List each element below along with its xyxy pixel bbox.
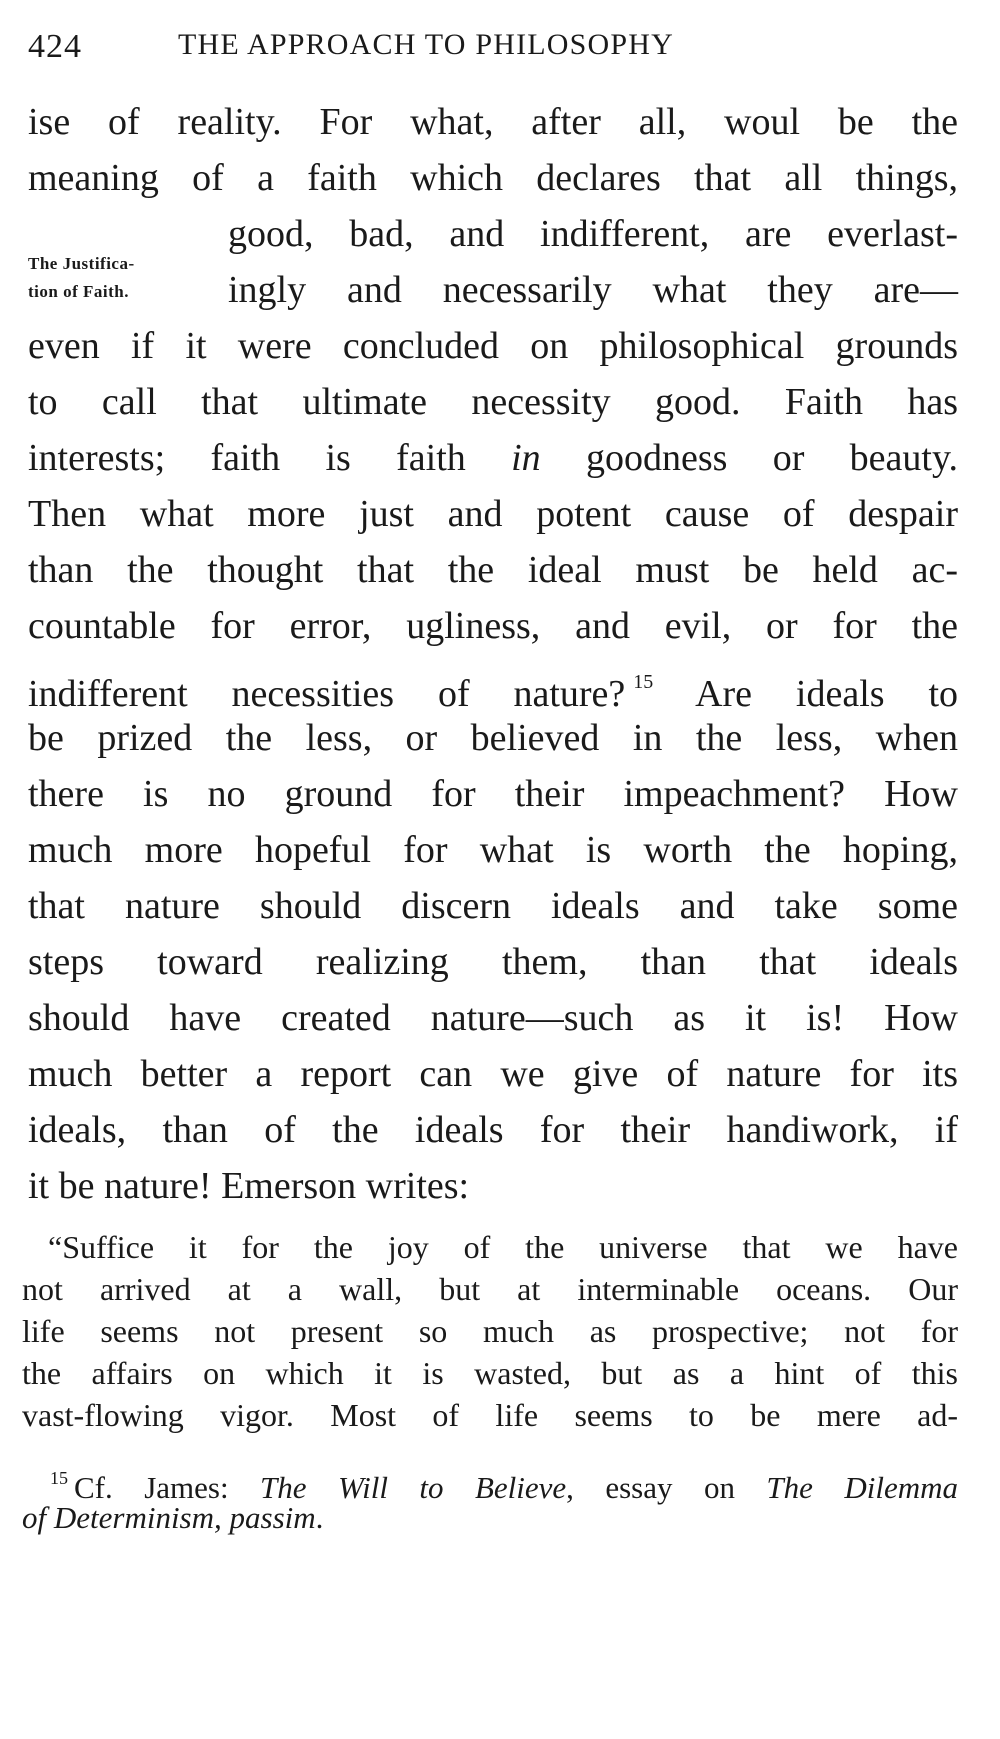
body-line: ise of reality. For what, after all, woul be the [28, 101, 958, 143]
body-line: good, bad, and indifferent, are everlast- [228, 213, 958, 255]
essay-title-continued: of Determinism, passim [22, 1500, 316, 1535]
quote-line: vast-flowing vigor. Most of life seems to be mere ad- [22, 1397, 958, 1433]
body-line: steps toward realizing them, than that ideals [28, 941, 958, 983]
running-title: THE APPROACH TO PHILOSOPHY [178, 28, 675, 61]
quote-line: not arrived at a wall, but at interminable oceans. Our [22, 1271, 958, 1307]
body-line: it be nature! Emerson writes: [28, 1165, 470, 1207]
body-line: there is no ground for their impeachment? How [28, 773, 958, 815]
footnote-line [22, 1498, 958, 1538]
quote-line: the affairs on which it is wasted, but as a hint of this [22, 1355, 958, 1391]
body-line: countable for error, ugliness, and evil, or for the [28, 605, 958, 647]
body-line: even if it were concluded on philosophical grounds [28, 325, 958, 367]
body-line: should have created nature—such as it is! How [28, 997, 958, 1039]
footnote-number: 15 [50, 1468, 68, 1488]
body-line: ideals, than of the ideals for their handiwork, if [28, 1109, 958, 1151]
body-text-run: indifferent necessities of nature? [28, 673, 626, 715]
body-line: Then what more just and potent cause of despair [28, 493, 958, 535]
footnote-line [50, 1458, 959, 1505]
quote-line: “Suffice it for the joy of the universe that we have [48, 1229, 958, 1265]
page-number: 424 [28, 28, 82, 65]
essay-title: The Dilemma [766, 1470, 959, 1505]
margin-note [28, 250, 218, 306]
body-line [28, 654, 958, 715]
body-text-run: goodness or beauty. [540, 437, 959, 479]
body-line: ingly and necessarily what they are— [228, 269, 958, 311]
footnote-text-run: Cf. James: [74, 1470, 261, 1505]
body-line: than the thought that the ideal must be held ac- [28, 549, 958, 591]
footnote-reference: 15 [633, 671, 654, 693]
margin-note-line: tion of Faith. [28, 282, 129, 301]
italic-word: in [511, 437, 541, 479]
body-line: that nature should discern ideals and take some [28, 885, 958, 927]
body-line: meaning of a faith which declares that all things, [28, 157, 958, 199]
body-line: to call that ultimate necessity good. Faith has [28, 381, 958, 423]
body-text-run: Are ideals to [653, 673, 958, 715]
body-line: much better a report can we give of nature for its [28, 1053, 958, 1095]
body-line [28, 430, 958, 486]
body-text-run: interests; faith is faith [28, 437, 512, 479]
footnote-text-run: . [315, 1500, 324, 1535]
book-title: The Will to Believe [260, 1470, 567, 1505]
margin-note-line: The Justifica- [28, 254, 135, 273]
body-line: much more hopeful for what is worth the hoping, [28, 829, 958, 871]
footnote-text-run: , essay on [566, 1470, 767, 1505]
page-header [28, 22, 958, 72]
quote-line: life seems not present so much as prospective; not for [22, 1313, 958, 1349]
body-line: be prized the less, or believed in the less, when [28, 717, 958, 759]
